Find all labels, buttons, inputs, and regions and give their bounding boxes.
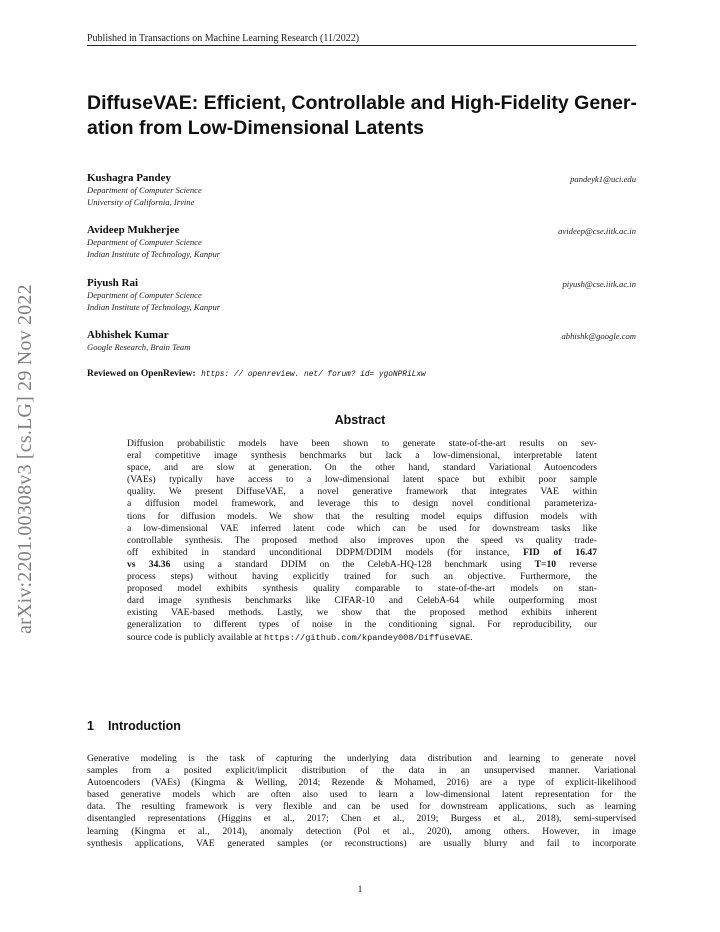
abstract-bold-fid: FID of 16.47 [523,546,597,558]
intro-line: disentangled representations (Higgins et al., 2017; Chen et al., 2019; Burgess et al., 2018), semi-supervised [87,813,636,825]
intro-line: synthesis applications, VAE generated samples (or reconstructions) are usually blurry and fail to incorporate [87,837,636,849]
arxiv-id: arXiv:2201.00308v3 [cs.LG] 29 Nov 2022 [14,284,36,634]
abstract-line: quality. We present DiffuseVAE, a novel generative framework that integrates VAE within [127,486,597,498]
intro-line: learning (Kingma et al., 2014), anomaly detection (Pol et al., 2020), among others. However, in image [87,825,636,837]
abstract-text: source code is publicly available at [127,631,264,643]
abstract-line: tions for diffusion models. We show that the resulting model equips diffusion models with [127,510,597,522]
author-name: Kushagra Pandey [87,172,172,184]
author-affiliation: Department of Computer Science [87,185,202,195]
abstract-line: dard image synthesis benchmarks like CIFAR-10 and CelebA-64 while outperforming most [127,595,597,607]
reviewed-label: Reviewed on OpenReview: [87,369,196,379]
section-number: 1 [87,719,94,733]
paper-title [87,91,647,141]
abstract-line: space, and are slow at generation. On the other hand, standard Variational Autoencoders [127,462,597,474]
abstract-line: controllable synthesis. The proposed method also improves upon the speed vs quality trade- [127,534,597,546]
intro-line: based generative models which are often also used to learn a low-dimensional latent representation for the [87,789,636,801]
abstract-line: a low-dimensional VAE inferred latent code which can be used for downstream tasks like [127,522,597,534]
title-line: DiffuseVAE: Efficient, Controllable and High-Fidelity Gener- [87,92,638,114]
reviewed-line [87,369,426,379]
author-email[interactable]: pandeyk1@uci.edu [570,174,636,184]
author-name: Piyush Rai [87,277,139,289]
abstract-line: Diffusion probabilistic models have been shown to generate state-of-the-art results on sev- [127,438,597,449]
openreview-link[interactable]: https: // openreview. net/ forum? id= ygoNPRiLxw [201,371,426,379]
abstract-heading: Abstract [334,413,386,427]
intro-line: samples from a posited explicit/implicit distribution of the data in an unsupervised manner. Variational [87,765,636,777]
author-affiliation: Indian Institute of Technology, Kanpur [87,302,221,312]
intro-line: Generative modeling is the task of capturing the underlying data distribution and learning to generate novel [87,753,636,764]
section-title: Introduction [107,719,181,733]
title-line: ation from Low-Dimensional Latents [87,117,424,139]
author-affiliation: University of California, Irvine [87,197,195,207]
author-name: Avideep Mukherjee [87,224,180,236]
intro-line: data. The resulting framework is very flexible and can be used for downstream applications, such as learning [87,801,636,813]
abstract-text: off exhibited in standard unconditional DDPM/DDIM models (for instance, [127,546,524,558]
abstract-body [127,438,597,644]
author-email[interactable]: abhishk@google.com [561,331,636,341]
page-number: 1 [357,885,363,895]
author-email[interactable]: piyush@cse.iitk.ac.in [562,279,636,289]
abstract-bold-vs: vs 34.36 [127,558,171,570]
author-affiliation: Department of Computer Science [87,237,202,247]
abstract-line: proposed model exhibits synthesis quality comparable to state-of-the-art models on stan- [127,583,597,595]
author-affiliation: Indian Institute of Technology, Kanpur [87,249,221,259]
author-block [87,277,636,313]
abstract-line [127,632,597,644]
abstract-line: eral competitive image synthesis benchmarks but lack a low-dimensional, interpretable latent [127,450,597,462]
abstract-line [127,559,597,571]
header-rule [87,45,636,46]
intro-line: Autoencoders (VAEs) (Kingma & Welling, 2014; Rezende & Mohamed, 2016) are a type of explicit-likelihood [87,777,636,789]
abstract-line: generalization to different types of noise in the conditioning signal. For reproducibility, our [127,619,597,631]
abstract-line: existing VAE-based methods. Lastly, we show that the proposed method exhibits inherent [127,607,597,619]
author-block [87,224,636,260]
running-header: Published in Transactions on Machine Learning Research (11/2022) [87,33,360,44]
abstract-line [127,547,597,559]
abstract-line: a diffusion model framework, and leverage this to design novel conditional parameteriza- [127,498,597,510]
abstract-text: using a standard DDIM on the CelebA-HQ-128 benchmark using [170,558,535,570]
author-block [87,329,636,353]
author-email[interactable]: avideep@cse.iitk.ac.in [558,226,636,236]
abstract-line: process steps) without having explicitly trained for such an objective. Furthermore, the [127,571,597,583]
section-heading [87,719,181,733]
author-affiliation: Google Research, Brain Team [87,342,191,352]
abstract-text: reverse [556,558,598,570]
intro-body [87,753,636,850]
code-link[interactable]: https://github.com/kpandey008/DiffuseVAE [263,632,471,643]
abstract-line: (VAEs) typically have access to a low-dimensional latent space but exhibit poor sample [127,474,597,486]
abstract-text: . [470,631,473,643]
author-affiliation: Department of Computer Science [87,290,202,300]
author-block [87,172,636,208]
abstract-bold-t: T=10 [534,558,557,570]
author-name: Abhishek Kumar [87,329,169,341]
